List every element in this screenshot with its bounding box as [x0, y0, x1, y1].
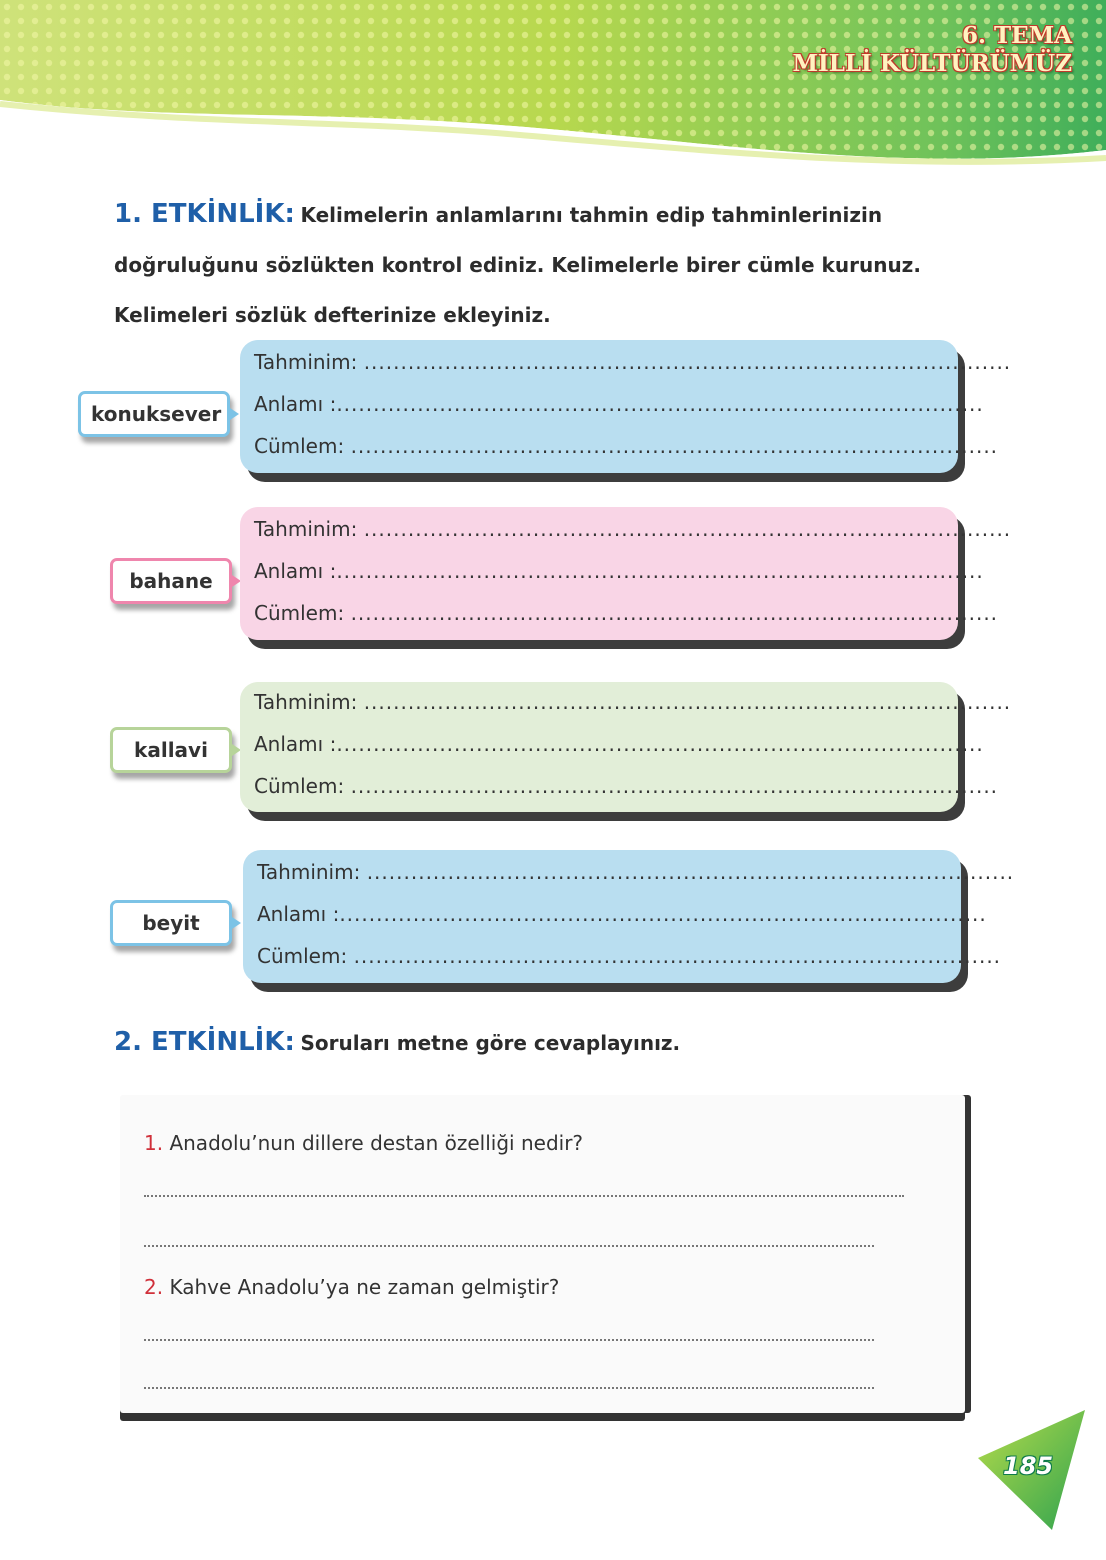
sentence-line[interactable]: Cümlem: ........................................................................................ [254, 601, 999, 625]
activity1-number: 1. ETKİNLİK: [114, 199, 295, 229]
theme-label [792, 22, 1072, 78]
word-card [240, 340, 1012, 473]
answer-line[interactable] [144, 1245, 874, 1247]
guess-line[interactable]: Tahminim: ........................................................................................ [254, 517, 1012, 541]
question-1: 1. Anadolu’nun dillere destan özelliği nedir? [144, 1131, 584, 1155]
word-card [243, 850, 1015, 983]
answer-line[interactable] [144, 1339, 874, 1341]
questions-box [120, 1095, 965, 1413]
activity2-instruction: Soruları metne göre cevaplayınız. [300, 1031, 681, 1055]
activity2-number: 2. ETKİNLİK: [114, 1027, 295, 1057]
activity1-heading [114, 190, 984, 341]
answer-line[interactable] [144, 1387, 874, 1389]
word-tag-kallavi: kallavi [110, 727, 232, 773]
word-card [240, 682, 1012, 812]
meaning-line[interactable]: Anlamı :........................................................................................ [257, 902, 987, 926]
meaning-line[interactable]: Anlamı :........................................................................................ [254, 559, 984, 583]
sentence-line[interactable]: Cümlem: ........................................................................................ [254, 434, 999, 458]
activity1-instruction: Kelimelerin anlamlarını tahmin edip tahminlerinizin doğruluğunu sözlükten kontrol ediniz. Kelimelerle birer cümle kurunuz. Kelimeleri sözlük defterinize ekleyiniz. [114, 203, 921, 327]
meaning-line[interactable]: Anlamı :........................................................................................ [254, 392, 984, 416]
guess-line[interactable]: Tahminim: ........................................................................................ [254, 690, 1012, 714]
answer-line[interactable] [144, 1195, 904, 1197]
word-tag-konuksever: konuksever [78, 391, 230, 437]
sentence-line[interactable]: Cümlem: ........................................................................................ [254, 774, 999, 798]
sentence-line[interactable]: Cümlem: ........................................................................................ [257, 944, 1002, 968]
theme-number: 6. TEMA [962, 22, 1072, 49]
guess-line[interactable]: Tahminim: ........................................................................................ [254, 350, 1012, 374]
word-tag-bahane: bahane [110, 558, 232, 604]
meaning-line[interactable]: Anlamı :........................................................................................ [254, 732, 984, 756]
word-card [240, 507, 1012, 640]
question-2: 2. Kahve Anadolu’ya ne zaman gelmiştir? [144, 1275, 560, 1299]
guess-line[interactable]: Tahminim: ........................................................................................ [257, 860, 1015, 884]
page-number: 185 [1003, 1452, 1054, 1480]
activity2-heading [114, 1027, 680, 1057]
word-tag-beyit: beyit [110, 900, 232, 946]
theme-title: MİLLİ KÜLTÜRÜMÜZ [792, 50, 1072, 77]
